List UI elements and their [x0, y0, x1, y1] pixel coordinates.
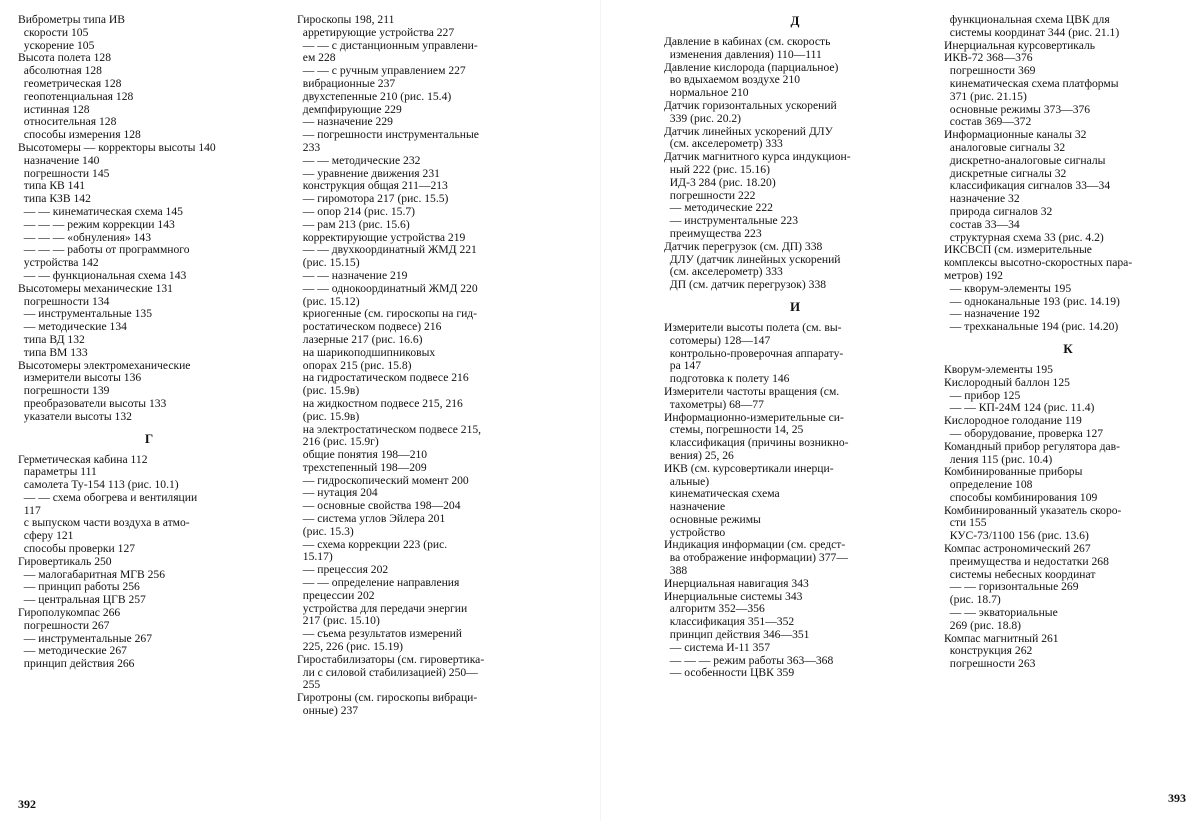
index-entry: функциональная схема ЦВК для: [944, 14, 1110, 26]
index-entry: указатели высоты 132: [18, 410, 132, 423]
index-entry: — прецессия 202: [297, 564, 389, 577]
index-entry: погрешности 145: [18, 167, 110, 180]
index-entry: — рам 213 (рис. 15.6): [297, 218, 410, 231]
index-entry: Кворум-элементы 195: [944, 363, 1053, 376]
index-entry: — — с дистанционным управлени-: [297, 39, 478, 52]
index-entry: Высота полета 128: [18, 52, 111, 65]
index-entry: алгоритм 352—356: [664, 603, 765, 616]
index-entry: — нутация 204: [297, 487, 378, 500]
index-entry: Датчик перегрузок (см. ДП) 338: [664, 240, 823, 253]
index-entry: состав 369—372: [944, 116, 1032, 129]
page-number-right: 393: [1168, 791, 1186, 805]
index-entry: ра 147: [664, 360, 702, 373]
index-entry: — — — режим коррекции 143: [18, 218, 175, 231]
index-entry: дискретно-аналоговые сигналы: [944, 154, 1106, 167]
index-entry: ИКВ (см. курсовертикали инерци-: [664, 462, 834, 475]
index-entry: ем 228: [297, 52, 336, 65]
index-entry: общие понятия 198—210: [297, 449, 428, 462]
index-entry: опорах 215 (рис. 15.8): [297, 359, 412, 372]
index-entry: нормальное 210: [664, 87, 749, 100]
index-entry: Кислородный баллон 125: [944, 376, 1070, 389]
index-entry: ва отображение информации) 377—: [664, 552, 848, 565]
index-entry: — центральная ЦГВ 257: [18, 594, 146, 607]
index-entry: — — КП-24М 124 (рис. 11.4): [944, 402, 1095, 415]
index-entry: Высотомеры механические 131: [18, 282, 173, 295]
index-entry: конструкция 262: [944, 645, 1033, 658]
index-entry: криогенные (см. гироскопы на гид-: [297, 308, 478, 321]
index-entry: — назначение 229: [297, 116, 393, 129]
index-entry: типа КЗВ 142: [18, 193, 91, 206]
index-entry: погрешности 134: [18, 295, 110, 308]
index-entry: — особенности ЦВК 359: [664, 667, 795, 680]
index-entry: — опор 214 (рис. 15.7): [297, 205, 416, 218]
index-entry: во вдыхаемом воздухе 210: [664, 74, 801, 87]
index-column-4: [944, 14, 1192, 671]
index-entry: (рис. 15.9в): [297, 385, 360, 398]
index-entry: на электростатическом подвесе 215,: [297, 423, 482, 436]
index-entry: (рис. 15.9в): [297, 410, 360, 423]
index-entry: 217 (рис. 15.10): [297, 615, 380, 628]
index-entry: Гировертикаль 250: [18, 555, 112, 568]
index-entry: на гидростатическом подвесе 216: [297, 372, 469, 385]
index-entry: — оборудование, проверка 127: [944, 427, 1104, 440]
index-entry: — уравнение движения 231: [297, 167, 440, 180]
index-entry: ДЛУ (датчик линейных ускорений: [664, 253, 841, 266]
index-entry: — малогабаритная МГВ 256: [18, 568, 166, 581]
index-entry: — — — «обнуления» 143: [18, 231, 152, 244]
index-entry: Командный прибор регулятора дав-: [944, 440, 1120, 453]
index-entry: — — — работы от программного: [18, 244, 190, 257]
index-entry: Гиростабилизаторы (см. гировертика-: [297, 653, 485, 666]
index-entry: 269 (рис. 18.8): [944, 619, 1022, 632]
index-entry: назначение 32: [944, 193, 1020, 206]
index-entry: — — — режим работы 363—368: [664, 654, 834, 667]
index-entry: дискретные сигналы 32: [944, 167, 1067, 180]
index-entry: ускорение 105: [18, 39, 95, 52]
index-entry: — система И-11 357: [664, 641, 770, 654]
index-entry: геопотенциальная 128: [18, 90, 134, 103]
index-entry: классификация 351—352: [664, 616, 795, 629]
index-entry: преобразователи высоты 133: [18, 397, 167, 410]
index-entry: определение 108: [944, 479, 1033, 492]
index-entry: — назначение 192: [944, 308, 1040, 321]
index-entry: — методические 222: [664, 202, 773, 215]
index-entry: Компас магнитный 261: [944, 632, 1059, 645]
index-entry: Гирополукомпас 266: [18, 607, 121, 620]
index-entry: способы измерения 128: [18, 129, 141, 142]
index-entry: контрольно-проверочная аппарату-: [664, 347, 844, 360]
index-entry: Датчик магнитного курса индукцион-: [664, 151, 851, 164]
index-entry: тахометры) 68—77: [664, 398, 764, 411]
index-entry: устройства 142: [18, 257, 99, 270]
index-entry: ростатическом подвесе) 216: [297, 321, 442, 334]
index-entry: — принцип работы 256: [18, 581, 140, 594]
index-column-3: [664, 14, 926, 680]
index-entry: Герметическая кабина 112: [18, 453, 148, 466]
index-entry: ИД-3 284 (рис. 18.20): [664, 176, 776, 189]
index-entry: — — двухкоординатный ЖМД 221: [297, 244, 477, 257]
index-entry: Инерциальные системы 343: [664, 590, 803, 603]
index-entry: Давление кислорода (парциальное): [664, 61, 839, 74]
index-entry: — трехканальные 194 (рис. 14.20): [944, 321, 1119, 334]
index-entry: ли с силовой стабилизацией) 250—: [297, 666, 478, 679]
index-entry: — система углов Эйлера 201: [297, 513, 446, 526]
index-entry: (рис. 15.12): [297, 295, 360, 308]
index-entry: аналоговые сигналы 32: [944, 141, 1066, 154]
index-entry: — прибор 125: [944, 389, 1021, 402]
index-entry: Информационные каналы 32: [944, 129, 1087, 142]
index-entry: типа КВ 141: [18, 180, 86, 193]
index-entry: — — однокоординатный ЖМД 220: [297, 282, 478, 295]
index-entry: 388: [664, 565, 688, 578]
index-entry: Инерциальная навигация 343: [664, 577, 809, 590]
index-entry: онные) 237: [297, 705, 359, 718]
index-entry: альные): [664, 475, 710, 488]
index-entry: 339 (рис. 20.2): [664, 112, 742, 125]
index-entry: (см. акселерометр) 333: [664, 138, 783, 151]
index-entry: классификация (причины возникно-: [664, 437, 849, 450]
index-entry: — — определение направления: [297, 577, 460, 590]
index-entry: — основные свойства 198—204: [297, 500, 461, 513]
index-entry: Гиротроны (см. гироскопы вибраци-: [297, 692, 478, 705]
index-entry: погрешности 369: [944, 65, 1036, 78]
index-entry: (рис. 15.3): [297, 525, 354, 538]
index-entry: — — назначение 219: [297, 269, 408, 282]
index-entry: — — функциональная схема 143: [18, 269, 187, 282]
index-entry: состав 33—34: [944, 218, 1020, 231]
index-entry: погрешности 263: [944, 658, 1036, 671]
index-entry: — — методические 232: [297, 154, 421, 167]
index-entry: измерители высоты 136: [18, 372, 142, 385]
index-entry: 233: [297, 141, 321, 154]
index-entry: корректирующие устройства 219: [297, 231, 466, 244]
index-entry: погрешности 139: [18, 385, 110, 398]
index-entry: сти 155: [944, 517, 987, 530]
index-entry: способы комбинирования 109: [944, 491, 1098, 504]
index-entry: — — кинематическая схема 145: [18, 205, 183, 218]
index-entry: структурная схема 33 (рис. 4.2): [944, 231, 1104, 244]
index-entry: прецессии 202: [297, 589, 375, 602]
index-entry: двухстепенные 210 (рис. 15.4): [297, 90, 452, 103]
index-entry: Гироскопы 198, 211: [297, 14, 395, 26]
index-entry: на шарикоподшипниковых: [297, 346, 436, 359]
index-entry: сферу 121: [18, 530, 74, 543]
index-entry: типа ВД 132: [18, 333, 85, 346]
index-entry: кинематическая схема: [664, 488, 780, 501]
index-entry: 216 (рис. 15.9г): [297, 436, 379, 449]
index-entry: геометрическая 128: [18, 77, 122, 90]
section-letter-heading: К: [1063, 340, 1073, 356]
index-entry: ИКСВСП (см. измерительные: [944, 244, 1092, 257]
index-entry: вения) 25, 26: [664, 449, 734, 462]
index-entry: абсолютная 128: [18, 65, 102, 78]
index-entry: способы проверки 127: [18, 543, 136, 556]
index-entry: истинная 128: [18, 103, 90, 116]
index-entry: Индикация информации (см. средст-: [664, 539, 846, 552]
index-entry: погрешности 267: [18, 619, 110, 632]
section-letter-heading: Г: [144, 430, 154, 446]
index-entry: 371 (рис. 21.15): [944, 90, 1027, 103]
index-entry: комплексы высотно-скоростных пара-: [944, 257, 1133, 270]
index-entry: КУС-73/1100 156 (рис. 13.6): [944, 530, 1089, 543]
index-entry: Датчик горизонтальных ускорений: [664, 99, 837, 112]
index-entry: конструкция общая 211—213: [297, 180, 448, 193]
index-entry: погрешности 222: [664, 189, 756, 202]
index-entry: демпфирующие 229: [297, 103, 402, 116]
index-entry: Информационно-измерительные си-: [664, 411, 844, 424]
index-entry: Инерциальная курсовертикаль: [944, 39, 1096, 52]
index-entry: — методические 134: [18, 321, 127, 334]
index-entry: скорости 105: [18, 26, 89, 39]
index-entry: параметры 111: [18, 466, 97, 479]
index-entry: — гидроскопический момент 200: [297, 474, 469, 487]
index-entry: трехстепенный 198—209: [297, 461, 427, 474]
index-entry: с выпуском части воздуха в атмо-: [18, 517, 190, 530]
section-letter-heading: Д: [790, 13, 800, 28]
index-entry: устройство: [664, 526, 726, 539]
index-entry: ления 115 (рис. 10.4): [944, 453, 1053, 466]
index-entry: преимущества 223: [664, 227, 762, 240]
index-entry: Комбинированные приборы: [944, 466, 1083, 479]
index-entry: Датчик линейных ускорений ДЛУ: [664, 125, 833, 138]
index-entry: — — горизонтальные 269: [944, 581, 1079, 594]
index-entry: — — схема обогрева и вентиляции: [18, 491, 198, 504]
index-entry: природа сигналов 32: [944, 205, 1053, 218]
index-entry: принцип действия 266: [18, 658, 135, 671]
index-entry: (рис. 15.15): [297, 257, 360, 270]
index-entry: арретирующие устройства 227: [297, 26, 455, 39]
index-entry: Компас астрономический 267: [944, 543, 1091, 556]
index-entry: системы небесных координат: [944, 568, 1096, 581]
index-entry: — инструментальные 223: [664, 215, 798, 228]
index-entry: основные режимы 373—376: [944, 103, 1091, 116]
index-entry: на жидкостном подвесе 215, 216: [297, 397, 463, 410]
index-entry: классификация сигналов 33—34: [944, 180, 1111, 193]
index-entry: — схема коррекции 223 (рис.: [297, 538, 448, 551]
index-entry: — методические 267: [18, 645, 127, 658]
index-entry: Измерители высоты полета (см. вы-: [664, 321, 842, 334]
index-entry: типа ВМ 133: [18, 346, 88, 359]
index-entry: 255: [297, 679, 321, 692]
index-entry: — кворум-элементы 195: [944, 282, 1072, 295]
index-entry: Высотомеры электромеханические: [18, 359, 191, 372]
index-entry: относительная 128: [18, 116, 117, 129]
index-entry: Комбинированный указатель скоро-: [944, 504, 1122, 517]
index-entry: изменения давления) 110—111: [664, 48, 822, 61]
index-entry: преимущества и недостатки 268: [944, 555, 1109, 568]
index-entry: лазерные 217 (рис. 16.6): [297, 333, 423, 346]
index-entry: Высотомеры — корректоры высоты 140: [18, 141, 216, 154]
page-number-left: 392: [18, 797, 36, 811]
index-entry: — съема результатов измерений: [297, 628, 463, 641]
index-entry: Давление в кабинах (см. скорость: [664, 36, 831, 48]
index-entry: основные режимы: [664, 513, 761, 526]
index-entry: сотомеры) 128—147: [664, 334, 771, 347]
index-entry: кинематическая схема платформы: [944, 77, 1119, 90]
index-entry: — — с ручным управлением 227: [297, 65, 466, 78]
index-column-1: [18, 14, 280, 671]
index-entry: Кислородное голодание 119: [944, 415, 1082, 428]
section-letter-heading: И: [789, 298, 801, 314]
index-entry: Измерители частоты вращения (см.: [664, 385, 840, 398]
index-entry: вибрационные 237: [297, 77, 396, 90]
index-entry: метров) 192: [944, 269, 1003, 282]
index-entry: — одноканальные 193 (рис. 14.19): [944, 295, 1120, 308]
index-entry: назначение: [664, 501, 726, 514]
index-entry: ДП (см. датчик перегрузок) 338: [664, 279, 827, 292]
index-entry: назначение 140: [18, 154, 100, 167]
index-entry: (см. акселерометр) 333: [664, 266, 783, 279]
index-column-2: [297, 14, 559, 718]
page-gutter: [600, 0, 601, 821]
index-entry: 15.17): [297, 551, 333, 564]
index-entry: подготовка к полету 146: [664, 373, 790, 386]
index-entry: (рис. 18.7): [944, 594, 1001, 607]
index-entry: — инструментальные 267: [18, 632, 152, 645]
index-entry: ИКВ-72 368—376: [944, 52, 1033, 65]
index-entry: — инструментальные 135: [18, 308, 152, 321]
index-entry: 117: [18, 504, 41, 517]
index-entry: Виброметры типа ИВ: [18, 14, 126, 26]
index-entry: — погрешности инструментальные: [297, 129, 479, 142]
index-entry: самолета Ту-154 113 (рис. 10.1): [18, 479, 179, 492]
index-entry: 225, 226 (рис. 15.19): [297, 641, 404, 654]
index-entry: — гиромотора 217 (рис. 15.5): [297, 193, 449, 206]
index-entry: стемы, погрешности 14, 25: [664, 424, 804, 437]
index-entry: ный 222 (рис. 15.16): [664, 163, 770, 176]
index-entry: системы координат 344 (рис. 21.1): [944, 26, 1120, 39]
index-entry: — — экваториальные: [944, 607, 1058, 620]
index-entry: принцип действия 346—351: [664, 629, 810, 642]
index-entry: устройства для передачи энергии: [297, 602, 468, 615]
